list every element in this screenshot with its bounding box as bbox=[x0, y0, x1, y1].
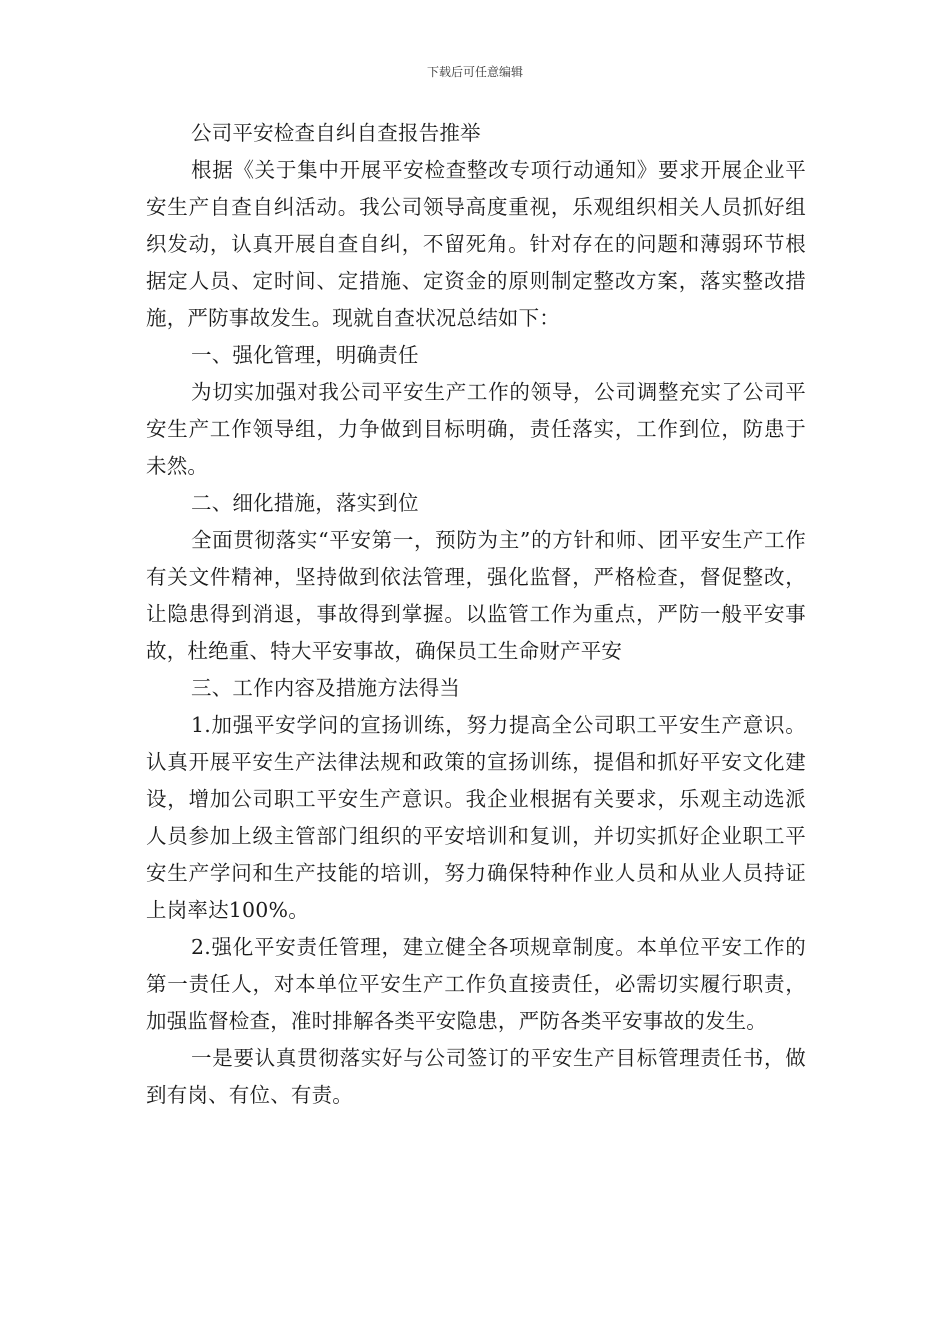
page-header-note: 下载后可任意编辑 bbox=[426, 65, 523, 79]
paragraph-item-2: 2.强化平安责任管理，建立健全各项规章制度。本单位平安工作的第一责任人，对本单位平安生产工作负直接责任，必需切实履行职责，加强监督检查，准时排解各类平安隐患，严防各类平安事故的发生。 bbox=[146, 935, 806, 1033]
paragraph-intro: 根据《关于集中开展平安检查整改专项行动通知》要求开展企业平安生产自查自纠活动。我公司领导高度重视，乐观组织相关人员抓好组织发动，认真开展自查自纠，不留死角。针对存在的问题和薄弱环节根据定人员、定时间、定措施、定资金的原则制定整改方案，落实整改措施，严防事故发生。现就自查状况总结如下： bbox=[146, 158, 806, 330]
document-title: 公司平安检查自纠自查报告推举 bbox=[191, 121, 481, 145]
section-heading-2: 二、细化措施，落实到位 bbox=[191, 491, 419, 515]
paragraph-section-2: 全面贯彻落实“平安第一，预防为主”的方针和师、团平安生产工作有关文件精神，坚持做到依法管理，强化监督，严格检查，督促整改，让隐患得到消退，事故得到掌握。以监管工作为重点，严防一般平安事故，杜绝重、特大平安事故，确保员工生命财产平安 bbox=[146, 528, 806, 663]
document-body bbox=[146, 115, 806, 1114]
paragraph-section-1: 为切实加强对我公司平安生产工作的领导，公司调整充实了公司平安生产工作领导组，力争做到目标明确，责任落实，工作到位，防患于未然。 bbox=[146, 380, 806, 478]
section-heading-3: 三、工作内容及措施方法得当 bbox=[191, 676, 461, 700]
section-heading-1: 一、强化管理，明确责任 bbox=[191, 343, 419, 367]
paragraph-item-1: 1.加强平安学问的宣扬训练，努力提高全公司职工平安生产意识。认真开展平安生产法律法规和政策的宣扬训练，提倡和抓好平安文化建设，增加公司职工平安生产意识。我企业根据有关要求，乐观主动选派人员参加上级主管部门组织的平安培训和复训，并切实抓好企业职工平安生产学问和生产技能的培训，努力确保特种作业人员和从业人员持证上岗率达100%。 bbox=[146, 713, 806, 922]
paragraph-point-1: 一是要认真贯彻落实好与公司签订的平安生产目标管理责任书，做到有岗、有位、有责。 bbox=[146, 1046, 806, 1107]
